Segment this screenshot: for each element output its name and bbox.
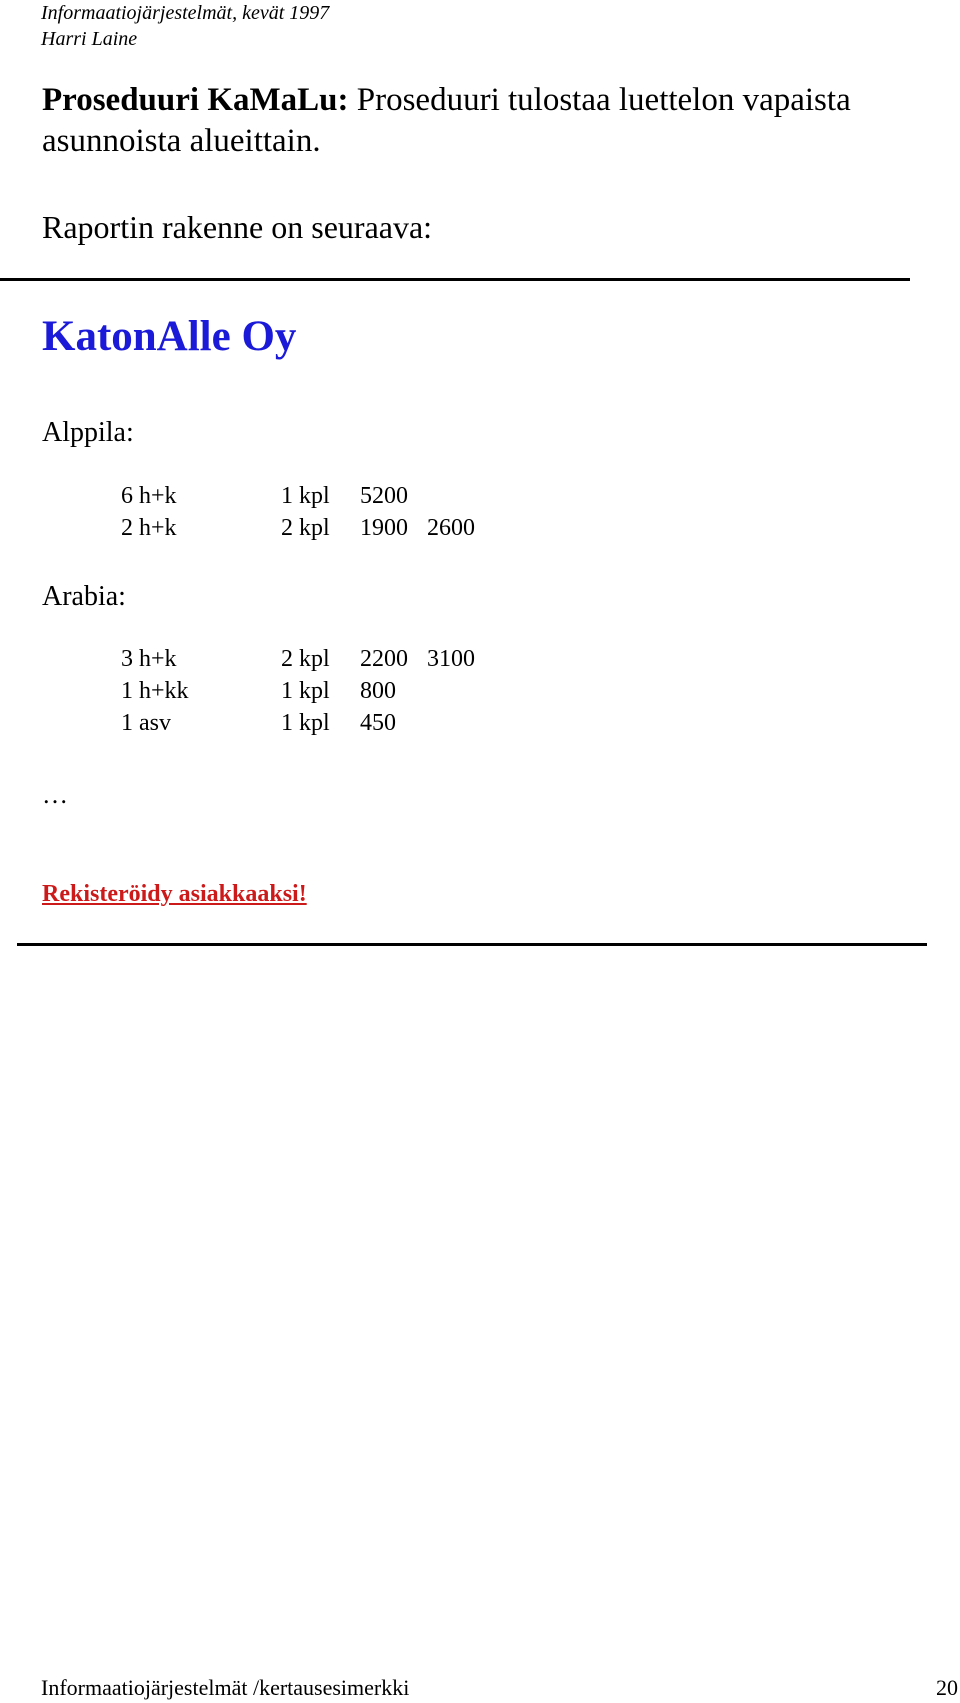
procedure-description bbox=[42, 80, 942, 162]
footer-title: Informaatiojärjestelmät /kertausesimerkki bbox=[41, 1675, 410, 1700]
page-number: 20 bbox=[936, 1675, 958, 1700]
apartment-count: 1 kpl bbox=[281, 678, 330, 704]
apartment-count: 2 kpl bbox=[281, 646, 330, 672]
area-title-alppila: Alppila: bbox=[42, 417, 134, 448]
apartment-price: 5200 bbox=[360, 483, 408, 509]
report-bottom-divider bbox=[17, 943, 927, 946]
apartment-type: 6 h+k bbox=[121, 483, 177, 509]
area-title-arabia: Arabia: bbox=[42, 581, 126, 612]
apartment-count: 1 kpl bbox=[281, 710, 330, 736]
apartment-price: 450 bbox=[360, 710, 396, 736]
procedure-text: Proseduuri tulostaa luettelon vapaista asunnoista alueittain. bbox=[42, 82, 851, 159]
apartment-count: 2 kpl bbox=[281, 515, 330, 541]
apartment-type: 2 h+k bbox=[121, 515, 177, 541]
apartment-type: 1 h+kk bbox=[121, 678, 189, 704]
continuation-ellipsis: … bbox=[42, 780, 68, 809]
procedure-label: Proseduuri KaMaLu: bbox=[42, 82, 349, 118]
apartment-type: 1 asv bbox=[121, 710, 171, 736]
apartment-price: 1900 bbox=[360, 515, 408, 541]
course-header: Informaatiojärjestelmät, kevät 1997 bbox=[41, 2, 330, 24]
author-header: Harri Laine bbox=[41, 28, 138, 50]
apartment-price: 2600 bbox=[427, 515, 475, 541]
apartment-count: 1 kpl bbox=[281, 483, 330, 509]
apartment-price: 800 bbox=[360, 678, 396, 704]
company-name: KatonAlle Oy bbox=[42, 313, 297, 360]
apartment-price: 2200 bbox=[360, 646, 408, 672]
apartment-price: 3100 bbox=[427, 646, 475, 672]
report-top-divider bbox=[0, 278, 910, 281]
apartment-type: 3 h+k bbox=[121, 646, 177, 672]
register-customer-link[interactable]: Rekisteröidy asiakkaaksi! bbox=[42, 881, 307, 907]
report-structure-heading: Raportin rakenne on seuraava: bbox=[42, 209, 433, 245]
